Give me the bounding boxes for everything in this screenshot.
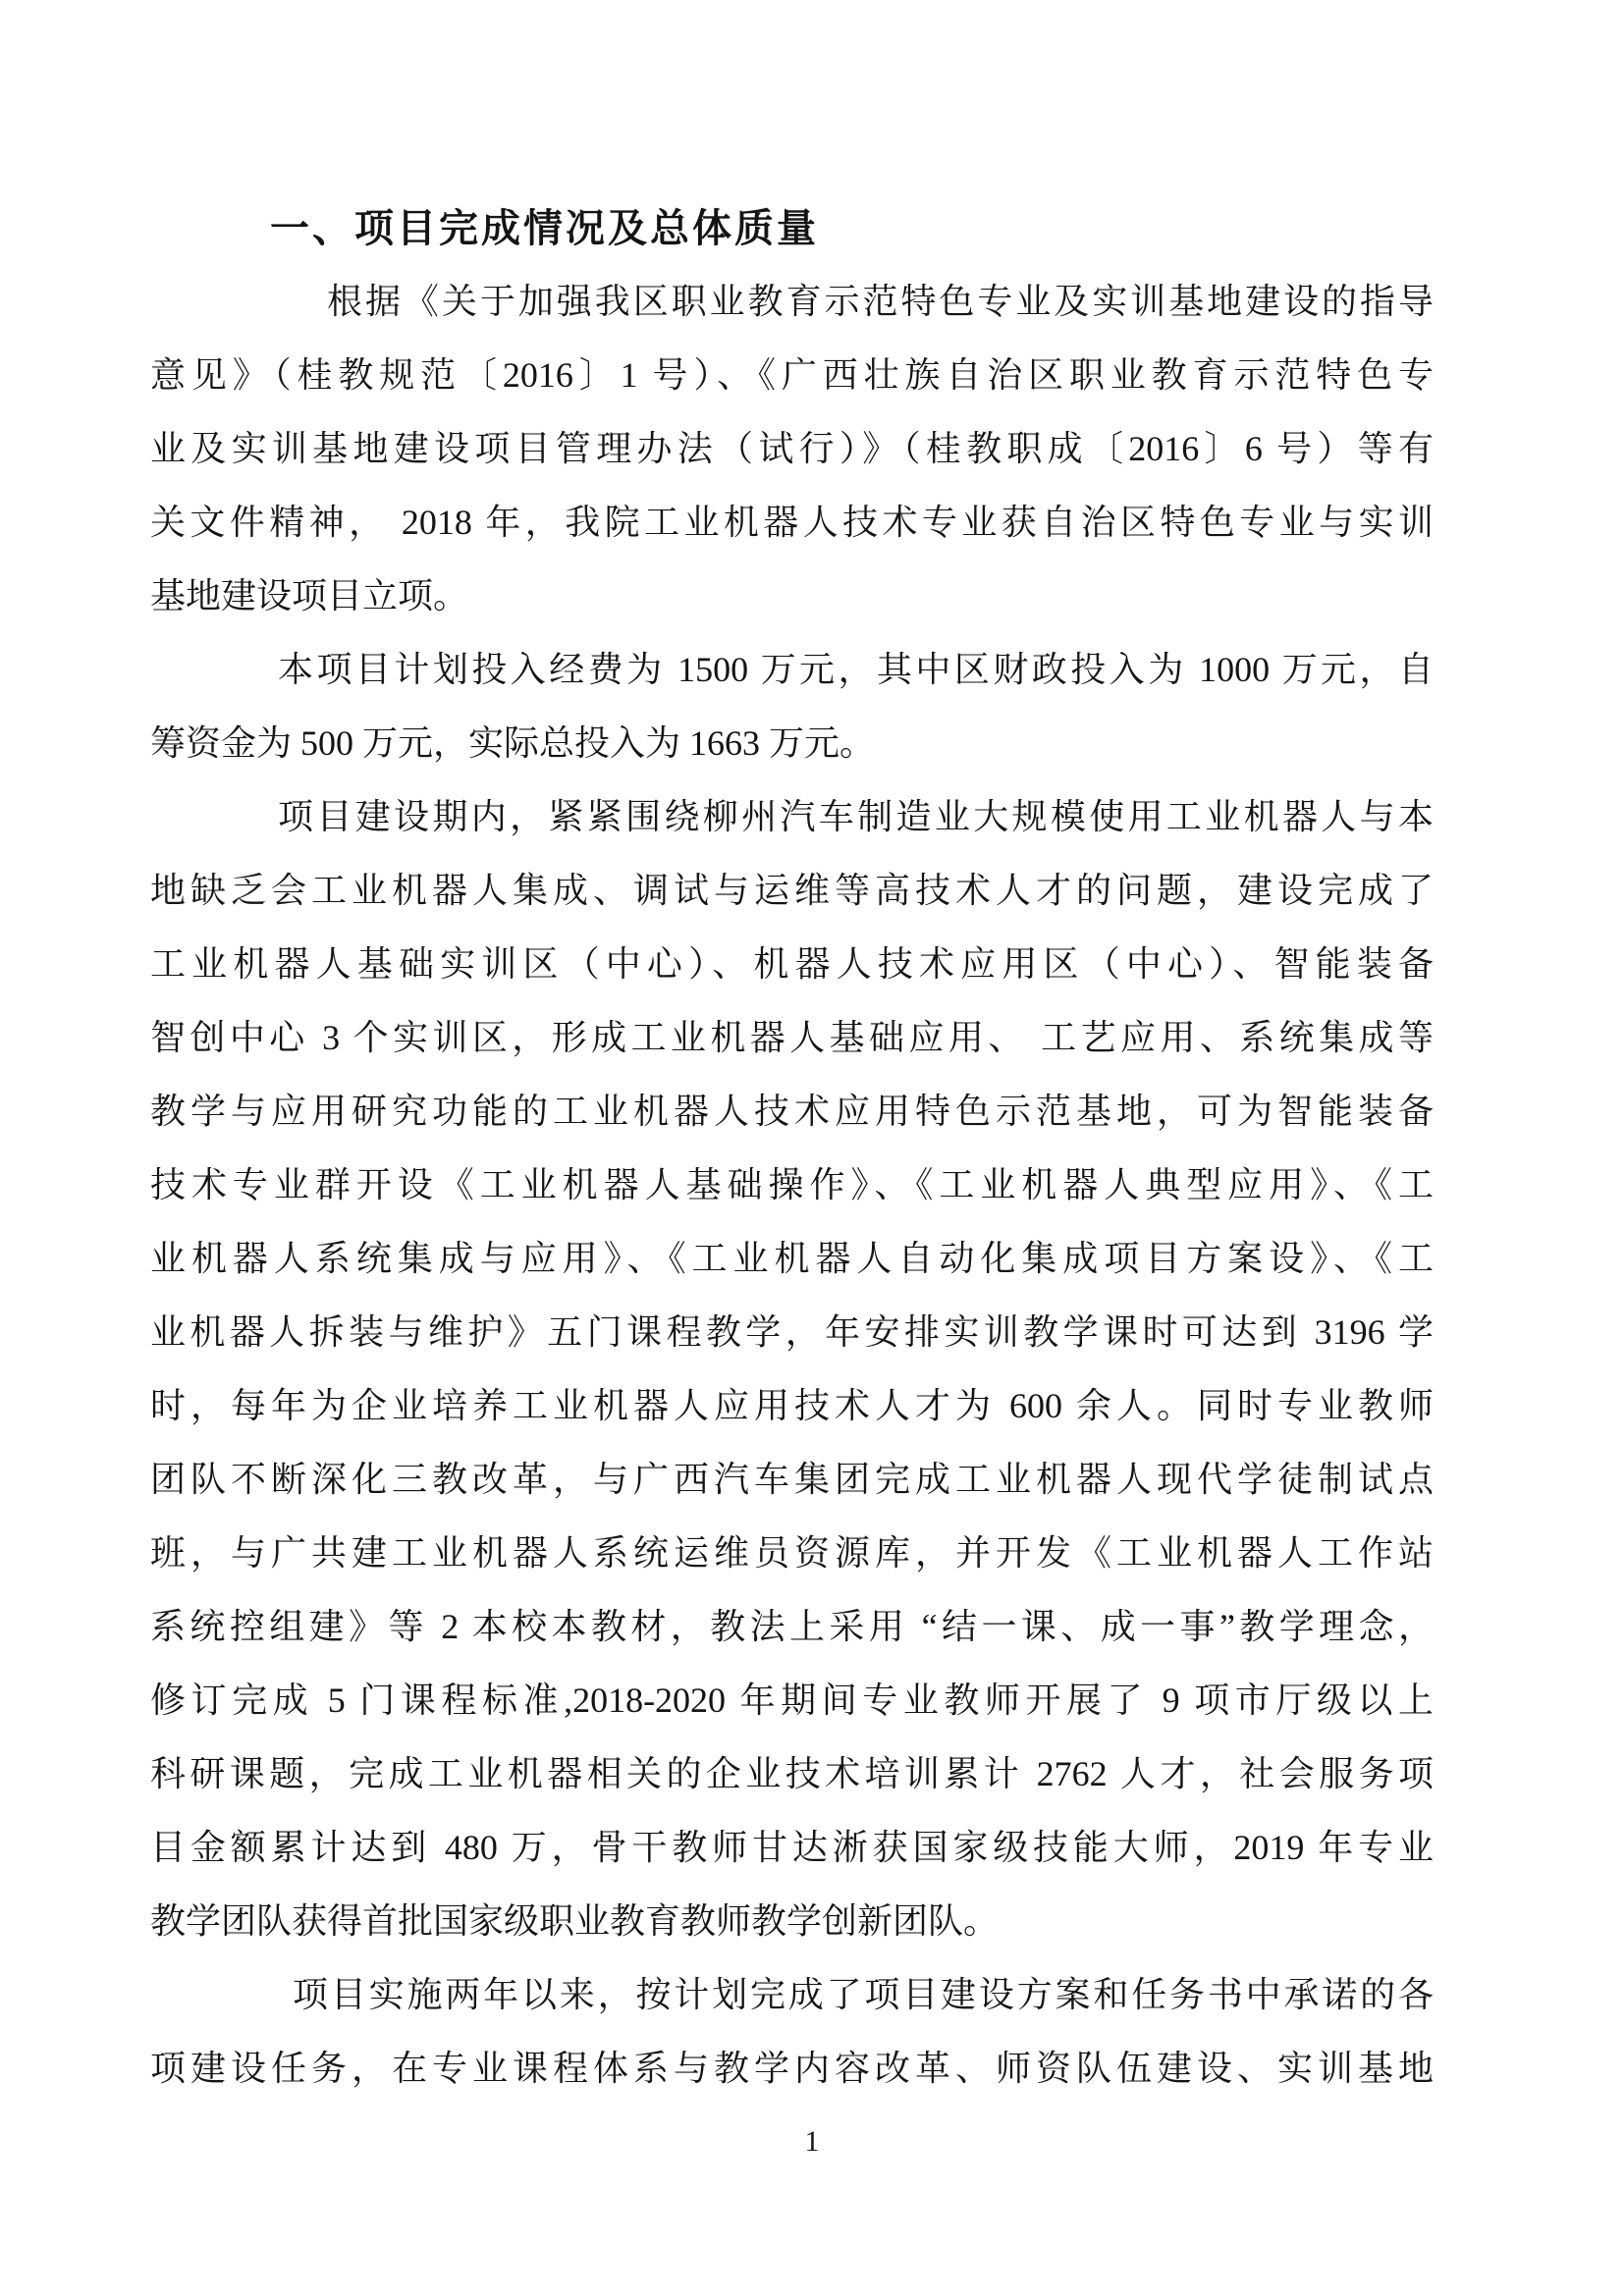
page-number: 1 (804, 2125, 820, 2158)
document-content (150, 192, 1434, 2106)
paragraph (150, 1958, 1434, 2106)
text-line: 项目实施两年以来，按计划完成了项目建设方案和任务书中承诺的各 (293, 1975, 1434, 2014)
text-line: 技术专业群开设《工业机器人基础操作》、《工业机器人典型应用》、《工 (150, 1165, 1434, 1204)
text-line: 团队不断深化三教改革，与广西汽车集团完成工业机器人现代学徒制试点 (150, 1460, 1434, 1499)
text-line: 基地建设项目立项。 (150, 576, 469, 615)
text-line: 班，与广共建工业机器人系统运维员资源库，并开发《工业机器人工作站 (150, 1533, 1434, 1573)
text-line: 业机器人拆装与维护》五门课程教学，年安排实训教学课时可达到 3196 学 (150, 1312, 1434, 1352)
text-line: 工业机器人基础实训区（中心）、机器人技术应用区（中心）、智能装备 (150, 944, 1434, 984)
text-line: 智创中心 3 个实训区，形成工业机器人基础应用、 工艺应用、系统集成等 (150, 1018, 1434, 1057)
text-line: 根据《关于加强我区职业教育示范特色专业及实训基地建设的指导 (327, 282, 1434, 321)
text-line: 教学与应用研究功能的工业机器人技术应用特色示范基地，可为智能装备 (150, 1092, 1434, 1131)
text-line: 目金额累计达到 480 万，骨干教师甘达淅获国家级技能大师，2019 年专业 (150, 1828, 1434, 1867)
paragraph (150, 265, 1434, 633)
text-line: 意见》（桂教规范〔2016〕1 号）、《广西壮族自治区职业教育示范特色专 (150, 355, 1434, 395)
text-line: 项建设任务，在专业课程体系与教学内容改革、师资队伍建设、实训基地 (150, 2049, 1434, 2088)
document-body (150, 265, 1434, 2106)
paragraph (150, 633, 1434, 780)
text-line: 关文件精神， 2018 年，我院工业机器人技术专业获自治区特色专业与实训 (150, 503, 1434, 542)
text-line: 时，每年为企业培养工业机器人应用技术人才为 600 余人。同时专业教师 (150, 1386, 1434, 1425)
text-line: 教学团队获得首批国家级职业教育教师教学创新团队。 (150, 1901, 1000, 1941)
text-line: 地缺乏会工业机器人集成、调试与运维等高技术人才的问题，建设完成了 (150, 871, 1434, 910)
text-line: 筹资金为 500 万元，实际总投入为 1663 万元。 (150, 723, 876, 763)
text-line: 业机器人系统集成与应用》、《工业机器人自动化集成项目方案设》、《工 (150, 1239, 1434, 1278)
text-line: 本项目计划投入经费为 1500 万元，其中区财政投入为 1000 万元，自 (278, 650, 1434, 689)
text-line: 科研课题，完成工业机器相关的企业技术培训累计 2762 人才，社会服务项 (150, 1754, 1434, 1793)
text-line: 系统控组建》等 2 本校本教材，教法上采用 “结一课、成一事”教学理念， (150, 1607, 1434, 1646)
section-heading: 一、项目完成情况及总体质量 (270, 206, 819, 250)
paragraph (150, 780, 1434, 1958)
text-line: 修订完成 5 门课程标准,2018-2020 年期间专业教师开展了 9 项市厅级以上 (150, 1681, 1434, 1720)
text-line: 业及实训基地建设项目管理办法（试行）》（桂教职成〔2016〕6 号）等有 (150, 429, 1434, 468)
text-line: 项目建设期内，紧紧围绕柳州汽车制造业大规模使用工业机器人与本 (278, 797, 1434, 836)
